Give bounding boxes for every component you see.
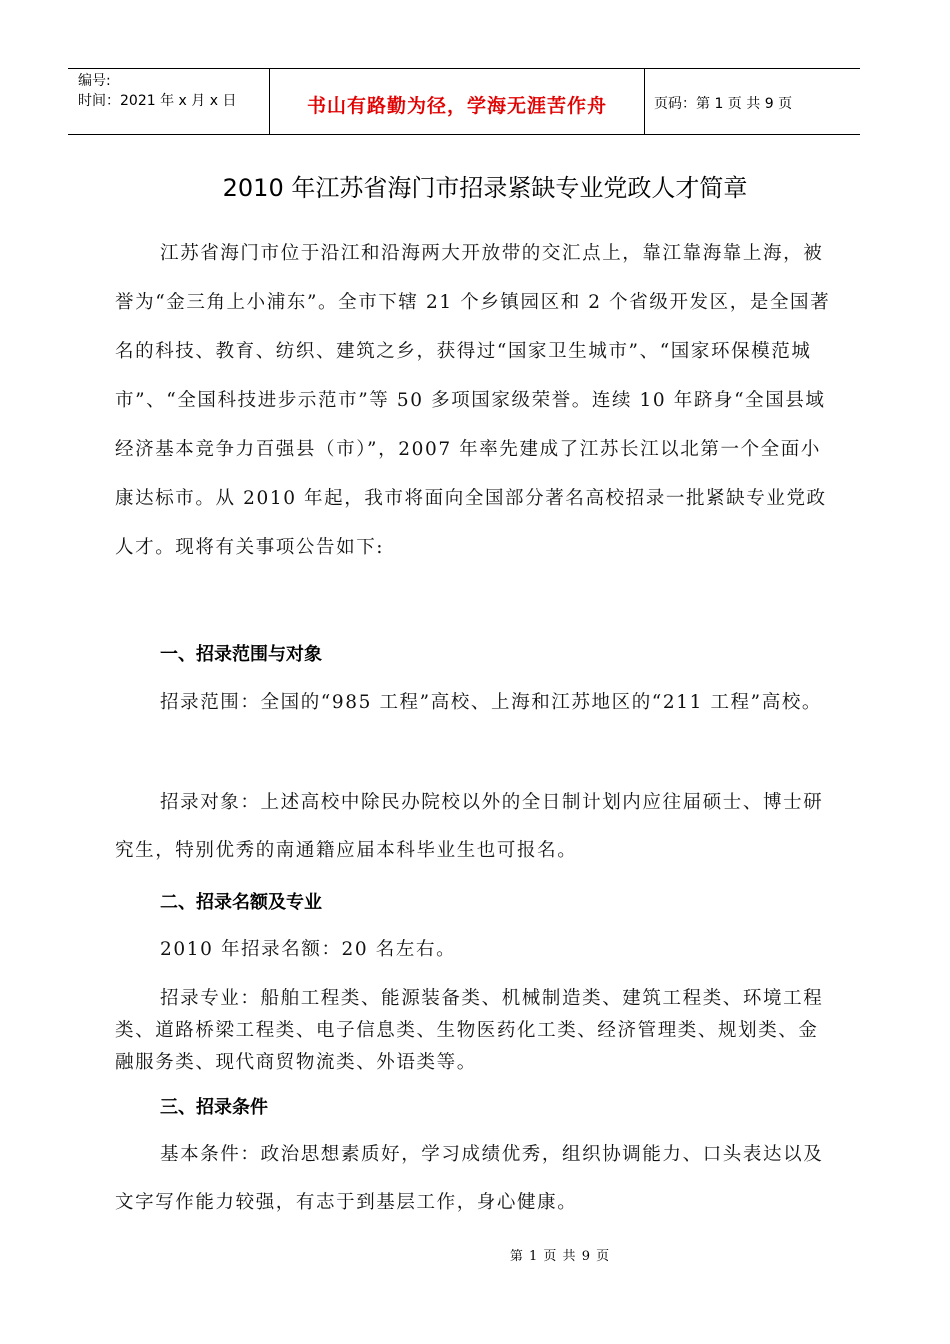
page-footer: 第 1 页 共 9 页 bbox=[509, 1249, 611, 1264]
time-label: 时间：2021 年 x 月 x 日 bbox=[78, 93, 237, 109]
intro-paragraph: 江苏省海门市位于沿江和沿海两大开放带的交汇点上，靠江靠海靠上海，被誉为“金三角上小浦东”。全市下辖 21 个乡镇园区和 2 个省级开发区，是全国著名的科技、教育、纺织、建筑之乡，获得过“国家卫生城市”、“国家环保模范城市”、“全国科技进步示范市”等 50 多项国家级荣誉。连续 10 年跻身“全国县域经济基本竞争力百强县（市）”，2007 年率先建成了江苏长江以北第一个全面小康达标市。从 2010 年起，我市将面向全国部分著名高校招录一批紧缺专业党政人才。现将有关事项公告如下: bbox=[115, 243, 831, 558]
section-heading-3: 三、招录条件 bbox=[160, 1097, 268, 1118]
section-2-paragraph-1: 2010 年招录名额：20 名左右。 bbox=[160, 939, 457, 960]
header-divider bbox=[644, 69, 645, 135]
section-3-paragraph-1: 基本条件：政治思想素质好，学习成绩优秀，组织协调能力、口头表达以及文字写作能力较强，有志于到基层工作，身心健康。 bbox=[115, 1144, 824, 1213]
header-motto: 书山有路勤为径，学海无涯苦作舟 bbox=[306, 95, 607, 117]
number-label: 编号: bbox=[78, 73, 111, 89]
section-1-paragraph-2: 招录对象：上述高校中除民办院校以外的全日制计划内应往届硕士、博士研究生，特别优秀的南通籍应届本科毕业生也可报名。 bbox=[115, 792, 824, 861]
section-heading-2: 二、招录名额及专业 bbox=[160, 892, 322, 913]
document-header bbox=[68, 68, 860, 135]
header-meta bbox=[78, 71, 268, 111]
section-1-paragraph-1: 招录范围：全国的“985 工程”高校、上海和江苏地区的“211 工程”高校。 bbox=[160, 692, 823, 713]
document-title: 2010 年江苏省海门市招录紧缺专业党政人才简章 bbox=[222, 174, 748, 202]
section-2-paragraph-2: 招录专业：船舶工程类、能源装备类、机械制造类、建筑工程类、环境工程类、道路桥梁工程类、电子信息类、生物医药化工类、经济管理类、规划类、金融服务类、现代商贸物流类、外语类等。 bbox=[115, 988, 824, 1073]
section-heading-1: 一、招录范围与对象 bbox=[160, 644, 322, 665]
header-page-info: 页码：第 1 页 共 9 页 bbox=[654, 96, 793, 112]
